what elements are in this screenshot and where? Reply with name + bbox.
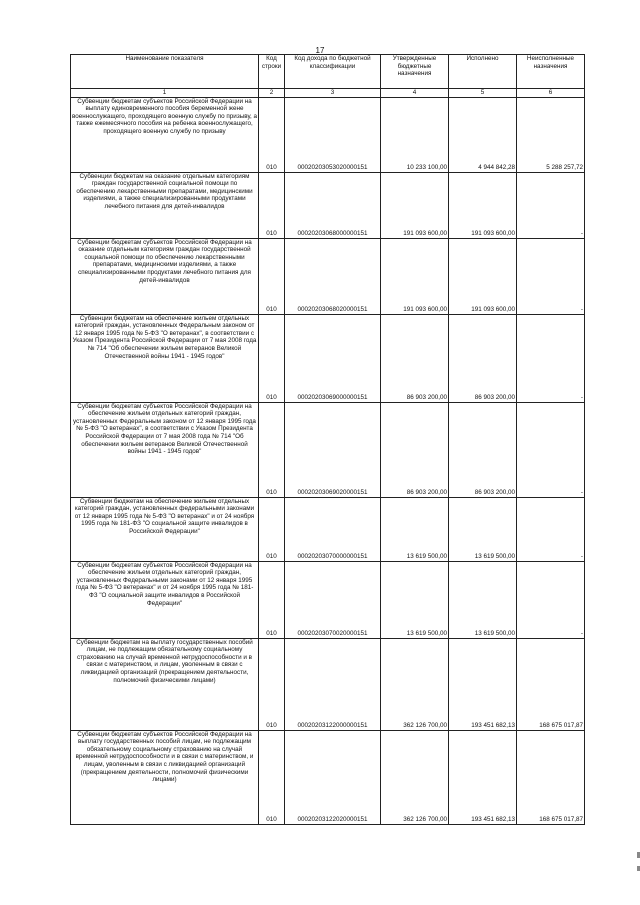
column-number: 2 bbox=[259, 89, 285, 98]
column-number: 1 bbox=[71, 89, 259, 98]
executed-amount: 191 093 600,00 bbox=[449, 238, 517, 314]
income-classification-code: 00020203069000000151 bbox=[285, 314, 381, 402]
header-indicator-name: Наименование показателя bbox=[71, 55, 259, 89]
column-number: 3 bbox=[285, 89, 381, 98]
executed-amount: 13 619 500,00 bbox=[449, 497, 517, 561]
unexecuted-amount: - bbox=[517, 238, 585, 314]
line-code: 010 bbox=[259, 314, 285, 402]
indicator-name: Субвенции бюджетам субъектов Российской Федерации на выплату государственных пособий лицам, не подлежащим обязательному социальному страхованию на случай временной нетрудоспособности и в связи с материнством, и лицам, уволенным в связи с ликвидацией организаций (прекращением деятельности, полномочий физическими лицами) bbox=[71, 730, 259, 824]
approved-amount: 362 126 700,00 bbox=[381, 638, 449, 730]
executed-amount: 86 903 200,00 bbox=[449, 314, 517, 402]
income-classification-code: 00020203122020000151 bbox=[285, 730, 381, 824]
table-row bbox=[71, 97, 585, 172]
unexecuted-amount: 5 288 257,72 bbox=[517, 97, 585, 172]
approved-amount: 191 093 600,00 bbox=[381, 172, 449, 238]
income-classification-code: 00020203069020000151 bbox=[285, 402, 381, 497]
approved-amount: 86 903 200,00 bbox=[381, 402, 449, 497]
executed-amount: 193 451 682,13 bbox=[449, 730, 517, 824]
header-line-code: Код строки bbox=[259, 55, 285, 89]
unexecuted-amount: 168 675 017,87 bbox=[517, 730, 585, 824]
header-income-code: Код дохода по бюджетной классификации bbox=[285, 55, 381, 89]
unexecuted-amount: - bbox=[517, 314, 585, 402]
unexecuted-amount: - bbox=[517, 497, 585, 561]
income-classification-code: 00020203122000000151 bbox=[285, 638, 381, 730]
unexecuted-amount: - bbox=[517, 561, 585, 638]
line-code: 010 bbox=[259, 561, 285, 638]
line-code: 010 bbox=[259, 730, 285, 824]
header-unexecuted: Неисполненные назначения bbox=[517, 55, 585, 89]
table-row bbox=[71, 172, 585, 238]
line-code: 010 bbox=[259, 638, 285, 730]
approved-amount: 86 903 200,00 bbox=[381, 314, 449, 402]
table-row bbox=[71, 638, 585, 730]
unexecuted-amount: 168 675 017,87 bbox=[517, 638, 585, 730]
executed-amount: 193 451 682,13 bbox=[449, 638, 517, 730]
table-row bbox=[71, 238, 585, 314]
unexecuted-amount: - bbox=[517, 402, 585, 497]
unexecuted-amount: - bbox=[517, 172, 585, 238]
indicator-name: Субвенции бюджетам на обеспечение жильем отдельных категорий граждан, установленных федеральными законами от 12 января 1995 года № 5-ФЗ "О ветеранах" и от 24 ноября 1995 года № 181-ФЗ "О социальной защите инвалидов в Российской Федерации" bbox=[71, 497, 259, 561]
header-executed: Исполнено bbox=[449, 55, 517, 89]
table-row bbox=[71, 497, 585, 561]
column-number: 6 bbox=[517, 89, 585, 98]
table-row bbox=[71, 730, 585, 824]
column-number: 5 bbox=[449, 89, 517, 98]
executed-amount: 86 903 200,00 bbox=[449, 402, 517, 497]
indicator-name: Субвенции бюджетам субъектов Российской Федерации на выплату единовременного пособия беременной жене военнослужащего, проходящего военную службу по призыву, а также ежемесячного пособия на ребенка военнослужащего, проходящего военную службу по призыву bbox=[71, 97, 259, 172]
income-classification-code: 00020203070000000151 bbox=[285, 497, 381, 561]
executed-amount: 4 944 842,28 bbox=[449, 97, 517, 172]
indicator-name: Субвенции бюджетам на выплату государственных пособий лицам, не подлежащим обязательному социальному страхованию на случай временной нетрудоспособности и в связи с материнством, и лицам, уволенным в связи с ликвидацией организаций (прекращением деятельности, полномочий физическими лицами) bbox=[71, 638, 259, 730]
income-classification-code: 00020203070020000151 bbox=[285, 561, 381, 638]
income-classification-code: 00020203068000000151 bbox=[285, 172, 381, 238]
line-code: 010 bbox=[259, 497, 285, 561]
approved-amount: 10 233 100,00 bbox=[381, 97, 449, 172]
indicator-name: Субвенции бюджетам на оказание отдельным категориям граждан государственной социальной помощи по обеспечению лекарственными препаратами, медицинскими изделиями, а также специализированными продуктами лечебного питания для детей-инвалидов bbox=[71, 172, 259, 238]
approved-amount: 362 126 700,00 bbox=[381, 730, 449, 824]
table-row bbox=[71, 402, 585, 497]
indicator-name: Субвенции бюджетам на обеспечение жильем отдельных категорий граждан, установленных Федеральным законом от 12 января 1995 года № 5-ФЗ "О ветеранах", в соответствии с Указом Президента Российской Федерации от 7 мая 2008 года № 714 "Об обеспечении жильем ветеранов Великой Отечественной войны 1941 - 1945 годов" bbox=[71, 314, 259, 402]
column-number-row bbox=[71, 89, 585, 98]
line-code: 010 bbox=[259, 402, 285, 497]
indicator-name: Субвенции бюджетам субъектов Российской Федерации на обеспечение жильем отдельных категорий граждан, установленных Федеральными законами от 12 января 1995 года № 5-ФЗ "О ветеранах" и от 24 ноября 1995 года № 181-ФЗ "О социальной защите инвалидов в Российской Федерации" bbox=[71, 561, 259, 638]
header-approved: Утвержденные бюджетные назначения bbox=[381, 55, 449, 89]
income-classification-code: 00020203053020000151 bbox=[285, 97, 381, 172]
approved-amount: 13 619 500,00 bbox=[381, 497, 449, 561]
page-number: 17 bbox=[315, 46, 325, 55]
table-row bbox=[71, 314, 585, 402]
executed-amount: 13 619 500,00 bbox=[449, 561, 517, 638]
indicator-name: Субвенции бюджетам субъектов Российской Федерации на оказание отдельным категориям граждан государственной социальной помощи по обеспечению лекарственными препаратами, медицинскими изделиями, а также специализированными продуктами лечебного питания для детей-инвалидов bbox=[71, 238, 259, 314]
approved-amount: 191 093 600,00 bbox=[381, 238, 449, 314]
line-code: 010 bbox=[259, 172, 285, 238]
income-classification-code: 00020203068020000151 bbox=[285, 238, 381, 314]
line-code: 010 bbox=[259, 238, 285, 314]
executed-amount: 191 093 600,00 bbox=[449, 172, 517, 238]
approved-amount: 13 619 500,00 bbox=[381, 561, 449, 638]
budget-execution-table bbox=[70, 54, 585, 825]
line-code: 010 bbox=[259, 97, 285, 172]
header-row bbox=[71, 55, 585, 89]
table-row bbox=[71, 561, 585, 638]
indicator-name: Субвенции бюджетам субъектов Российской Федерации на обеспечение жильем отдельных категорий граждан, установленных Федеральным законом от 12 января 1995 года № 5-ФЗ "О ветеранах", в соответствии с Указом Президента Российской Федерации от 7 мая 2008 года № 714 "Об обеспечении жильем ветеранов Великой Отечественной войны 1941 - 1945 годов" bbox=[71, 402, 259, 497]
column-number: 4 bbox=[381, 89, 449, 98]
